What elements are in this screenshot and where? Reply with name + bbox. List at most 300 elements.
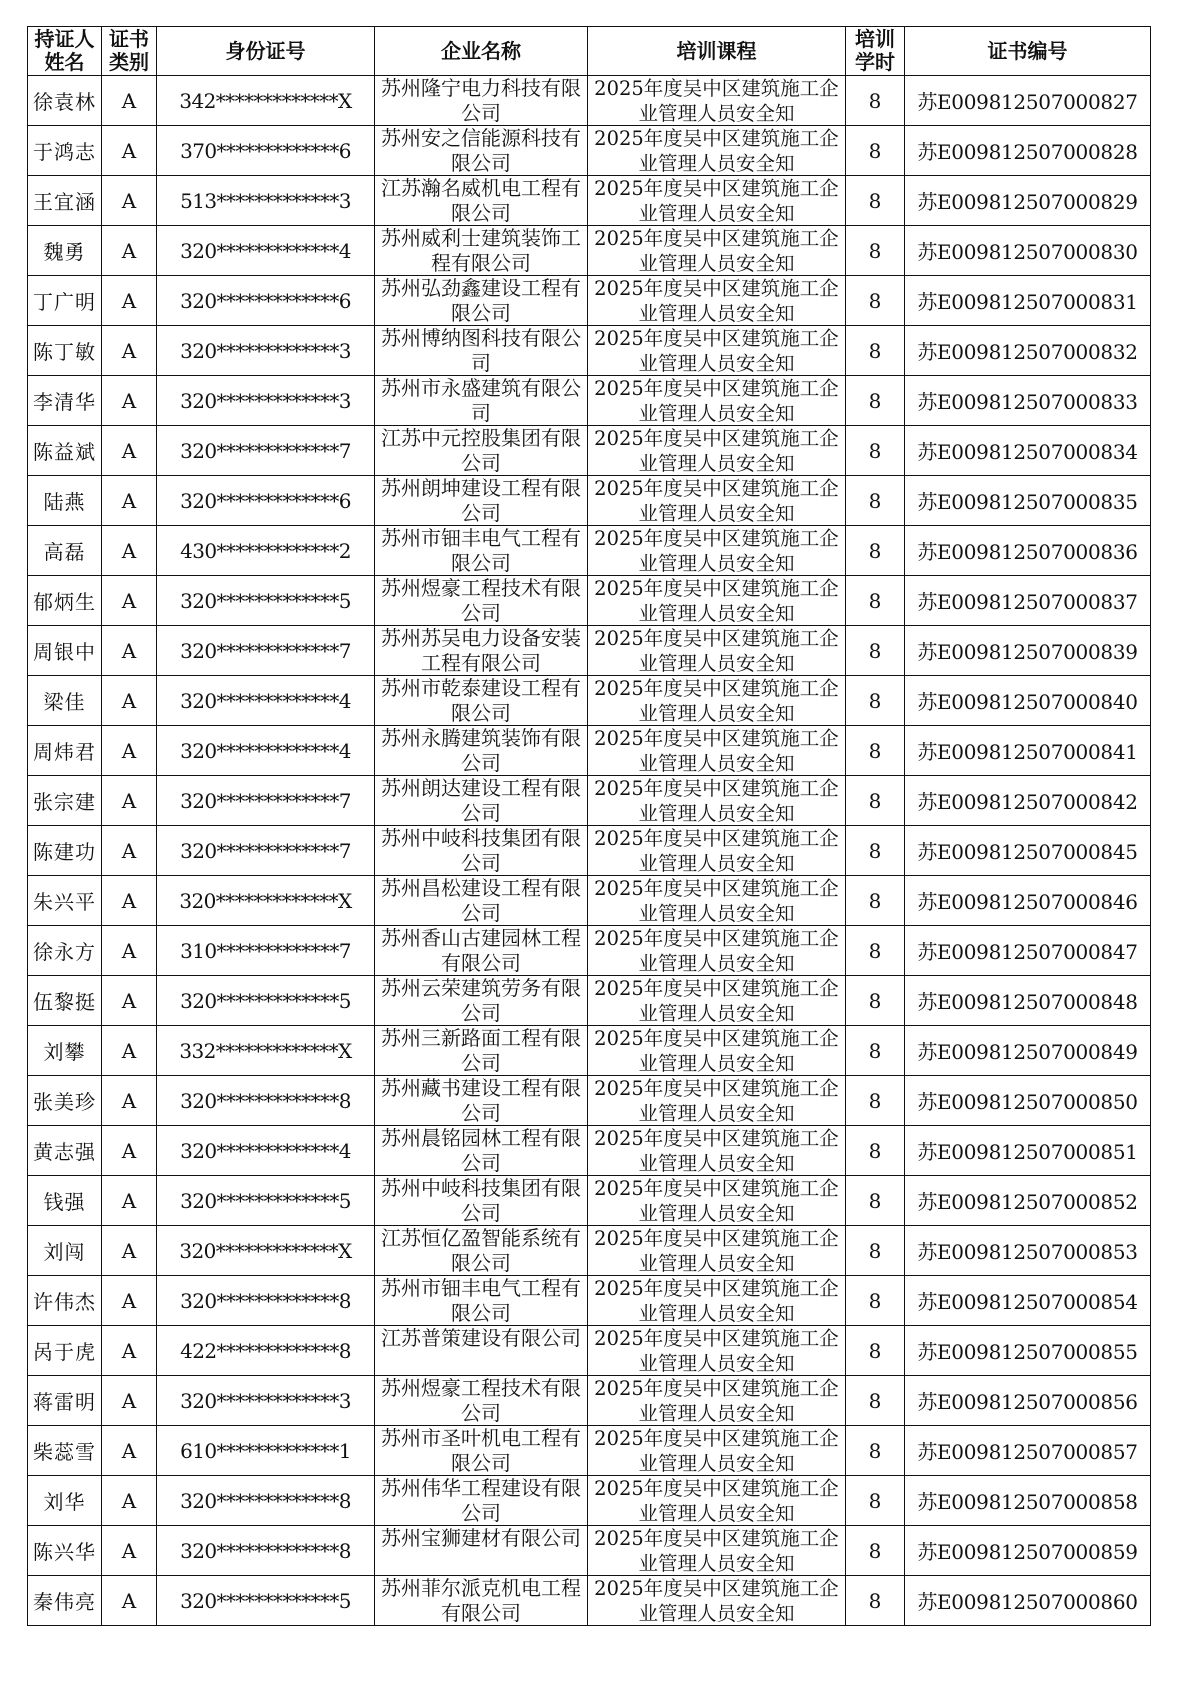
cell-category: A (102, 76, 157, 126)
cell-course-text: 2025年度吴中区建筑施工企业管理人员安全知 (594, 1177, 839, 1225)
cell-course (588, 1426, 846, 1476)
cell-cert-number: 苏E009812507000854 (905, 1276, 1151, 1326)
cell-id-number: 320*************3 (157, 376, 375, 426)
table-row (28, 1426, 1151, 1476)
cell-name: 丁广明 (28, 276, 102, 326)
table-body (28, 76, 1151, 1626)
cell-id-number: 320*************8 (157, 1526, 375, 1576)
cell-category: A (102, 926, 157, 976)
cell-id-number: 430*************2 (157, 526, 375, 576)
cell-hours: 8 (846, 326, 905, 376)
cell-company-text: 江苏瀚名威机电工程有限公司 (381, 176, 581, 225)
cell-course-text: 2025年度吴中区建筑施工企业管理人员安全知 (594, 1227, 839, 1275)
header-id: 身份证号 (157, 27, 375, 76)
cell-category: A (102, 176, 157, 226)
cell-cert-number: 苏E009812507000853 (905, 1226, 1151, 1276)
cell-name: 魏勇 (28, 226, 102, 276)
table-row (28, 676, 1151, 726)
cell-company-text: 苏州煜豪工程技术有限公司 (381, 576, 581, 625)
cell-course (588, 626, 846, 676)
cell-id-number: 610*************1 (157, 1426, 375, 1476)
cell-id-number: 320*************8 (157, 1276, 375, 1326)
cell-course (588, 76, 846, 126)
cell-id-number: 320*************7 (157, 776, 375, 826)
cell-name: 陈兴华 (28, 1526, 102, 1576)
cell-id-number: 320*************7 (157, 426, 375, 476)
cell-hours: 8 (846, 1226, 905, 1276)
cell-company-text: 苏州市圣叶机电工程有限公司 (381, 1426, 581, 1475)
cell-company-text: 苏州博纳图科技有限公司 (381, 326, 581, 375)
cell-id-number: 320*************4 (157, 226, 375, 276)
cell-category: A (102, 1526, 157, 1576)
cell-course-text: 2025年度吴中区建筑施工企业管理人员安全知 (594, 1077, 839, 1125)
cell-name: 张美珍 (28, 1076, 102, 1126)
cell-course (588, 1526, 846, 1576)
cell-course-text: 2025年度吴中区建筑施工企业管理人员安全知 (594, 177, 839, 225)
cell-company-text: 苏州隆宁电力科技有限公司 (381, 76, 581, 125)
table-row (28, 526, 1151, 576)
cell-hours: 8 (846, 1376, 905, 1426)
cell-course-text: 2025年度吴中区建筑施工企业管理人员安全知 (594, 277, 839, 325)
cell-company (375, 1226, 588, 1276)
cell-course-text: 2025年度吴中区建筑施工企业管理人员安全知 (594, 1577, 839, 1625)
cell-category: A (102, 1026, 157, 1076)
cell-course-text: 2025年度吴中区建筑施工企业管理人员安全知 (594, 977, 839, 1025)
cell-course (588, 1576, 846, 1626)
cell-category: A (102, 276, 157, 326)
cell-hours: 8 (846, 1476, 905, 1526)
cell-name: 刘闯 (28, 1226, 102, 1276)
cell-category: A (102, 376, 157, 426)
cell-id-number: 332*************X (157, 1026, 375, 1076)
cell-company-text: 苏州伟华工程建设有限公司 (381, 1476, 581, 1525)
cell-hours: 8 (846, 176, 905, 226)
cell-name: 李清华 (28, 376, 102, 426)
cell-cert-number: 苏E009812507000845 (905, 826, 1151, 876)
cell-company (375, 826, 588, 876)
cell-course (588, 1326, 846, 1376)
cell-company (375, 1076, 588, 1126)
cell-id-number: 320*************5 (157, 976, 375, 1026)
cell-company-text: 苏州市乾泰建设工程有限公司 (381, 676, 581, 725)
table-row (28, 976, 1151, 1026)
cell-category: A (102, 1076, 157, 1126)
cell-hours: 8 (846, 1026, 905, 1076)
cell-id-number: 320*************3 (157, 326, 375, 376)
cell-company (375, 226, 588, 276)
cell-cert-number: 苏E009812507000829 (905, 176, 1151, 226)
cell-company-text: 苏州市永盛建筑有限公司 (381, 376, 581, 425)
cell-hours: 8 (846, 126, 905, 176)
cell-cert-number: 苏E009812507000857 (905, 1426, 1151, 1476)
cell-course (588, 276, 846, 326)
cell-company-text: 苏州中岐科技集团有限公司 (381, 1176, 581, 1225)
cell-company (375, 126, 588, 176)
cell-id-number: 320*************6 (157, 276, 375, 326)
table-row (28, 226, 1151, 276)
header-category: 证书类别 (102, 27, 157, 76)
cell-hours: 8 (846, 826, 905, 876)
cell-cert-number: 苏E009812507000840 (905, 676, 1151, 726)
cell-company (375, 976, 588, 1026)
cell-cert-number: 苏E009812507000827 (905, 76, 1151, 126)
cell-id-number: 422*************8 (157, 1326, 375, 1376)
cell-hours: 8 (846, 726, 905, 776)
cell-hours: 8 (846, 676, 905, 726)
cell-name: 钱强 (28, 1176, 102, 1226)
cell-company-text: 苏州晨铭园林工程有限公司 (381, 1126, 581, 1175)
cell-id-number: 513*************3 (157, 176, 375, 226)
cell-company (375, 1376, 588, 1426)
cell-id-number: 320*************8 (157, 1076, 375, 1126)
cell-company (375, 376, 588, 426)
cell-id-number: 320*************8 (157, 1476, 375, 1526)
cell-category: A (102, 326, 157, 376)
cell-name: 梁佳 (28, 676, 102, 726)
table-row (28, 176, 1151, 226)
cell-company (375, 276, 588, 326)
cell-name: 周银中 (28, 626, 102, 676)
header-name: 持证人姓名 (28, 27, 102, 76)
cell-category: A (102, 1476, 157, 1526)
cell-hours: 8 (846, 976, 905, 1026)
table-row (28, 576, 1151, 626)
cell-hours: 8 (846, 1576, 905, 1626)
cell-name: 徐永方 (28, 926, 102, 976)
cell-course-text: 2025年度吴中区建筑施工企业管理人员安全知 (594, 627, 839, 675)
cell-course-text: 2025年度吴中区建筑施工企业管理人员安全知 (594, 127, 839, 175)
cell-hours: 8 (846, 476, 905, 526)
cell-category: A (102, 426, 157, 476)
cell-course-text: 2025年度吴中区建筑施工企业管理人员安全知 (594, 1527, 839, 1575)
cell-name: 朱兴平 (28, 876, 102, 926)
cell-cert-number: 苏E009812507000834 (905, 426, 1151, 476)
cell-course (588, 226, 846, 276)
cell-company-text: 苏州威利士建筑装饰工程有限公司 (381, 226, 581, 275)
cell-course-text: 2025年度吴中区建筑施工企业管理人员安全知 (594, 227, 839, 275)
cell-category: A (102, 876, 157, 926)
cell-course (588, 1226, 846, 1276)
cell-name: 柴蕊雪 (28, 1426, 102, 1476)
cell-category: A (102, 1326, 157, 1376)
cell-company-text: 江苏中元控股集团有限公司 (381, 426, 581, 475)
cell-company-text: 苏州煜豪工程技术有限公司 (381, 1376, 581, 1425)
table-row (28, 1126, 1151, 1176)
cell-hours: 8 (846, 1176, 905, 1226)
cell-cert-number: 苏E009812507000859 (905, 1526, 1151, 1576)
cell-company-text: 苏州市钿丰电气工程有限公司 (381, 1276, 581, 1325)
cell-hours: 8 (846, 1326, 905, 1376)
cell-company (375, 1126, 588, 1176)
cell-name: 陈丁敏 (28, 326, 102, 376)
cell-course-text: 2025年度吴中区建筑施工企业管理人员安全知 (594, 1377, 839, 1425)
cell-id-number: 320*************6 (157, 476, 375, 526)
cell-hours: 8 (846, 926, 905, 976)
cell-company-text: 苏州云荣建筑劳务有限公司 (381, 976, 581, 1025)
cell-company-text: 苏州永腾建筑装饰有限公司 (381, 726, 581, 775)
header-cert-no: 证书编号 (905, 27, 1151, 76)
cell-hours: 8 (846, 1276, 905, 1326)
cell-course (588, 776, 846, 826)
cell-company-text: 苏州藏书建设工程有限公司 (381, 1076, 581, 1125)
cell-cert-number: 苏E009812507000836 (905, 526, 1151, 576)
cell-category: A (102, 1426, 157, 1476)
cell-category: A (102, 826, 157, 876)
cell-company (375, 1526, 588, 1576)
cell-course-text: 2025年度吴中区建筑施工企业管理人员安全知 (594, 1127, 839, 1175)
cell-name: 陈建功 (28, 826, 102, 876)
table-row (28, 926, 1151, 976)
cell-course-text: 2025年度吴中区建筑施工企业管理人员安全知 (594, 777, 839, 825)
cell-hours: 8 (846, 1526, 905, 1576)
cell-cert-number: 苏E009812507000837 (905, 576, 1151, 626)
cell-course (588, 1026, 846, 1076)
cell-course-text: 2025年度吴中区建筑施工企业管理人员安全知 (594, 727, 839, 775)
cell-company-text: 苏州朗达建设工程有限公司 (381, 776, 581, 825)
cell-category: A (102, 226, 157, 276)
table-row (28, 426, 1151, 476)
cell-company-text: 苏州市钿丰电气工程有限公司 (381, 526, 581, 575)
cell-company (375, 1026, 588, 1076)
cell-company-text: 苏州昌松建设工程有限公司 (381, 876, 581, 925)
cell-course (588, 326, 846, 376)
cell-company (375, 676, 588, 726)
cell-name: 黄志强 (28, 1126, 102, 1176)
table-row (28, 1476, 1151, 1526)
cell-company (375, 76, 588, 126)
cell-cert-number: 苏E009812507000842 (905, 776, 1151, 826)
table-row (28, 76, 1151, 126)
table-row (28, 876, 1151, 926)
cell-cert-number: 苏E009812507000833 (905, 376, 1151, 426)
header-company: 企业名称 (375, 27, 588, 76)
cell-course (588, 676, 846, 726)
cell-name: 王宜涵 (28, 176, 102, 226)
cell-name: 徐袁林 (28, 76, 102, 126)
cell-course (588, 376, 846, 426)
header-course: 培训课程 (588, 27, 846, 76)
cell-course (588, 826, 846, 876)
cell-company (375, 1576, 588, 1626)
cell-id-number: 320*************X (157, 876, 375, 926)
cell-company (375, 876, 588, 926)
cell-course (588, 1126, 846, 1176)
cell-company-text: 苏州中岐科技集团有限公司 (381, 826, 581, 875)
cell-course-text: 2025年度吴中区建筑施工企业管理人员安全知 (594, 377, 839, 425)
cell-name: 蒋雷明 (28, 1376, 102, 1426)
cell-course-text: 2025年度吴中区建筑施工企业管理人员安全知 (594, 577, 839, 625)
cell-company (375, 726, 588, 776)
cell-hours: 8 (846, 1076, 905, 1126)
cell-name: 周炜君 (28, 726, 102, 776)
cell-cert-number: 苏E009812507000856 (905, 1376, 1151, 1426)
cell-id-number: 320*************7 (157, 826, 375, 876)
cell-course-text: 2025年度吴中区建筑施工企业管理人员安全知 (594, 1477, 839, 1525)
cell-name: 陈益斌 (28, 426, 102, 476)
cell-category: A (102, 1176, 157, 1226)
cell-id-number: 320*************4 (157, 676, 375, 726)
cell-company (375, 926, 588, 976)
cell-course (588, 1176, 846, 1226)
table-row (28, 626, 1151, 676)
cell-company-text: 苏州三新路面工程有限公司 (381, 1026, 581, 1075)
cell-course (588, 876, 846, 926)
cell-course-text: 2025年度吴中区建筑施工企业管理人员安全知 (594, 1277, 839, 1325)
cell-id-number: 320*************3 (157, 1376, 375, 1426)
cell-course (588, 576, 846, 626)
cell-category: A (102, 576, 157, 626)
cell-category: A (102, 1576, 157, 1626)
cell-course-text: 2025年度吴中区建筑施工企业管理人员安全知 (594, 927, 839, 975)
cell-course (588, 476, 846, 526)
cell-category: A (102, 726, 157, 776)
cell-id-number: 320*************7 (157, 626, 375, 676)
certificate-table (27, 26, 1151, 1626)
cell-company (375, 626, 588, 676)
cell-category: A (102, 1276, 157, 1326)
cell-id-number: 320*************5 (157, 1176, 375, 1226)
cell-course (588, 526, 846, 576)
cell-id-number: 342*************X (157, 76, 375, 126)
cell-course-text: 2025年度吴中区建筑施工企业管理人员安全知 (594, 1327, 839, 1375)
cell-hours: 8 (846, 226, 905, 276)
cell-company-text: 苏州香山古建园林工程有限公司 (381, 926, 581, 975)
cell-cert-number: 苏E009812507000841 (905, 726, 1151, 776)
cell-course (588, 1376, 846, 1426)
cell-company (375, 176, 588, 226)
cell-course (588, 426, 846, 476)
cell-course (588, 1076, 846, 1126)
table-row (28, 1326, 1151, 1376)
cell-hours: 8 (846, 626, 905, 676)
cell-company-text: 苏州朗坤建设工程有限公司 (381, 476, 581, 525)
table-row (28, 1226, 1151, 1276)
cell-name: 郁炳生 (28, 576, 102, 626)
table-row (28, 1176, 1151, 1226)
cell-course-text: 2025年度吴中区建筑施工企业管理人员安全知 (594, 1427, 839, 1475)
cell-name: 陆燕 (28, 476, 102, 526)
cell-company-text: 江苏普策建设有限公司 (381, 1326, 581, 1350)
cell-id-number: 320*************4 (157, 726, 375, 776)
cell-cert-number: 苏E009812507000852 (905, 1176, 1151, 1226)
cell-id-number: 310*************7 (157, 926, 375, 976)
cell-category: A (102, 776, 157, 826)
cell-category: A (102, 1376, 157, 1426)
cell-name: 秦伟亮 (28, 1576, 102, 1626)
cell-category: A (102, 976, 157, 1026)
cell-company-text: 江苏恒亿盈智能系统有限公司 (381, 1226, 581, 1275)
cell-course (588, 1276, 846, 1326)
cell-id-number: 370*************6 (157, 126, 375, 176)
cell-cert-number: 苏E009812507000860 (905, 1576, 1151, 1626)
cell-cert-number: 苏E009812507000835 (905, 476, 1151, 526)
cell-category: A (102, 1226, 157, 1276)
cell-cert-number: 苏E009812507000832 (905, 326, 1151, 376)
table-row (28, 1076, 1151, 1126)
cell-name: 张宗建 (28, 776, 102, 826)
cell-category: A (102, 1126, 157, 1176)
cell-course-text: 2025年度吴中区建筑施工企业管理人员安全知 (594, 827, 839, 875)
cell-company (375, 426, 588, 476)
cell-hours: 8 (846, 526, 905, 576)
cell-company (375, 1326, 588, 1376)
cell-hours: 8 (846, 576, 905, 626)
table-row (28, 776, 1151, 826)
cell-hours: 8 (846, 276, 905, 326)
cell-course (588, 926, 846, 976)
cell-name: 伍黎挺 (28, 976, 102, 1026)
cell-company (375, 776, 588, 826)
cell-hours: 8 (846, 876, 905, 926)
table-row (28, 726, 1151, 776)
cell-company (375, 1426, 588, 1476)
cell-name: 刘攀 (28, 1026, 102, 1076)
cell-course-text: 2025年度吴中区建筑施工企业管理人员安全知 (594, 1027, 839, 1075)
cell-name: 许伟杰 (28, 1276, 102, 1326)
cell-company-text: 苏州苏吴电力设备安装工程有限公司 (381, 626, 581, 675)
cell-course (588, 726, 846, 776)
cell-name: 呙于虎 (28, 1326, 102, 1376)
cell-name: 高磊 (28, 526, 102, 576)
cell-course-text: 2025年度吴中区建筑施工企业管理人员安全知 (594, 477, 839, 525)
cell-course (588, 126, 846, 176)
cell-course-text: 2025年度吴中区建筑施工企业管理人员安全知 (594, 527, 839, 575)
cell-course-text: 2025年度吴中区建筑施工企业管理人员安全知 (594, 677, 839, 725)
cell-company (375, 326, 588, 376)
table-row (28, 326, 1151, 376)
table-row (28, 1276, 1151, 1326)
cell-course-text: 2025年度吴中区建筑施工企业管理人员安全知 (594, 427, 839, 475)
header-row (28, 27, 1151, 76)
table-row (28, 476, 1151, 526)
cell-cert-number: 苏E009812507000849 (905, 1026, 1151, 1076)
cell-cert-number: 苏E009812507000831 (905, 276, 1151, 326)
cell-course-text: 2025年度吴中区建筑施工企业管理人员安全知 (594, 877, 839, 925)
cell-company (375, 576, 588, 626)
cell-cert-number: 苏E009812507000846 (905, 876, 1151, 926)
cell-category: A (102, 676, 157, 726)
table-row (28, 826, 1151, 876)
cell-cert-number: 苏E009812507000851 (905, 1126, 1151, 1176)
cell-category: A (102, 126, 157, 176)
cell-hours: 8 (846, 776, 905, 826)
cell-course-text: 2025年度吴中区建筑施工企业管理人员安全知 (594, 327, 839, 375)
cell-course (588, 176, 846, 226)
cell-cert-number: 苏E009812507000839 (905, 626, 1151, 676)
cell-course (588, 976, 846, 1026)
cell-company-text: 苏州弘劲鑫建设工程有限公司 (381, 276, 581, 325)
cell-hours: 8 (846, 376, 905, 426)
table-row (28, 276, 1151, 326)
cell-cert-number: 苏E009812507000855 (905, 1326, 1151, 1376)
cell-category: A (102, 626, 157, 676)
header-hours: 培训学时 (846, 27, 905, 76)
cell-cert-number: 苏E009812507000850 (905, 1076, 1151, 1126)
cell-company (375, 1176, 588, 1226)
cell-course (588, 1476, 846, 1526)
cell-course-text: 2025年度吴中区建筑施工企业管理人员安全知 (594, 77, 839, 125)
table-row (28, 1376, 1151, 1426)
cell-company-text: 苏州宝狮建材有限公司 (381, 1526, 581, 1550)
cell-id-number: 320*************5 (157, 1576, 375, 1626)
table-row (28, 1026, 1151, 1076)
cell-id-number: 320*************4 (157, 1126, 375, 1176)
cell-hours: 8 (846, 1426, 905, 1476)
cell-category: A (102, 526, 157, 576)
cell-cert-number: 苏E009812507000830 (905, 226, 1151, 276)
cell-category: A (102, 476, 157, 526)
cell-hours: 8 (846, 426, 905, 476)
